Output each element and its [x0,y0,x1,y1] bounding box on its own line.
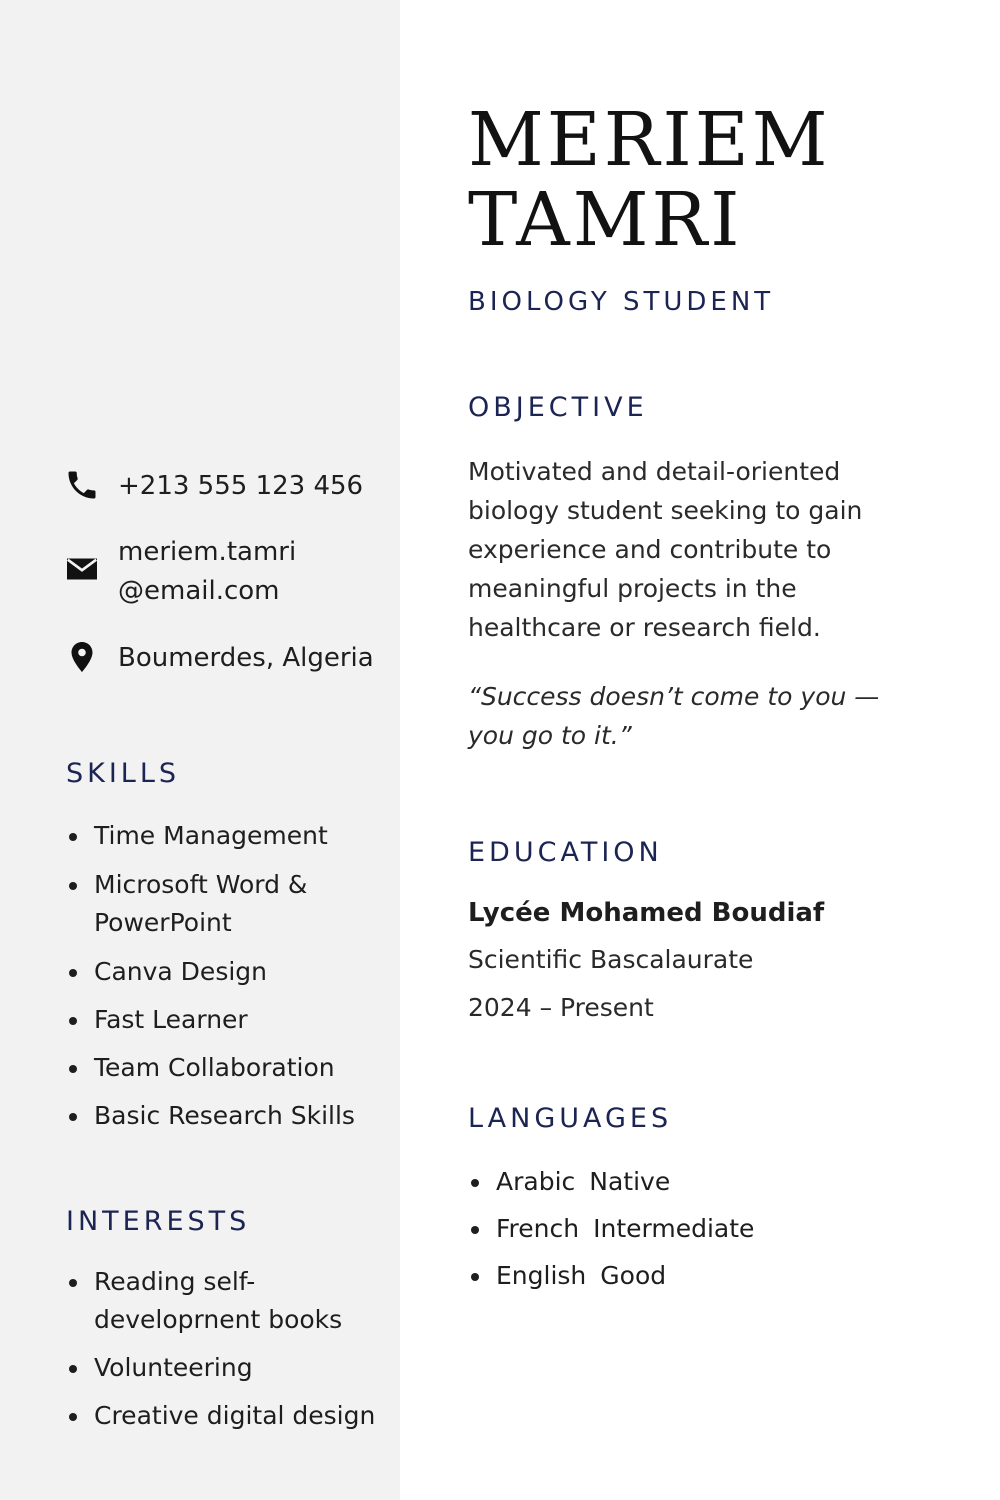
main-content [400,0,1000,1500]
last-name: TAMRI [468,177,743,263]
languages-list [468,1163,908,1295]
list-item: Creative digital design [66,1397,386,1435]
language-level: Good [600,1261,667,1290]
list-item: Volunteering [66,1349,386,1387]
language-level: Intermediate [593,1214,755,1243]
full-name [468,97,831,263]
list-item [468,1257,908,1295]
first-name: MERIEM [468,97,831,183]
list-item [468,1210,908,1248]
objective-heading: OBJECTIVE [468,392,648,423]
education-degree: Scientific Bascalaurate [468,945,754,974]
sidebar [0,0,400,1500]
list-item: Basic Research Skills [66,1097,376,1135]
location-text: Boumerdes, Algeria [118,643,374,673]
job-title: BIOLOGY STUDENT [468,287,775,317]
skills-heading: SKILLS [66,758,181,789]
contact-email [64,533,296,611]
phone-number: +213 555 123 456 [118,471,364,501]
objective-text: Motivated and detail-oriented biology student seeking to gain experience and contribute to meaningful projects in the healthcare or research field. [468,457,863,642]
language-name: Arabic [496,1167,576,1196]
language-name: English [496,1261,587,1290]
location-pin-icon [64,639,100,675]
phone-icon [64,467,100,503]
list-item [468,1163,908,1201]
interests-heading: INTERESTS [66,1206,251,1237]
email-line-1: meriem.tamri [118,537,297,567]
list-item: Reading self-developrnent books [66,1263,364,1339]
contact-phone [64,467,363,506]
skills-list [66,817,376,1135]
email-address [118,533,296,611]
education-heading: EDUCATION [468,837,663,868]
languages-heading: LANGUAGES [468,1103,673,1134]
list-item: Fast Learner [66,1001,376,1039]
email-line-2: @email.com [118,576,280,606]
list-item: Canva Design [66,953,376,991]
language-name: French [496,1214,580,1243]
objective-quote: “Success doesn’t come to you — you go to it.” [468,682,880,750]
contact-location [64,639,374,678]
list-item: Team Collaboration [66,1049,376,1087]
education-period: 2024 – Present [468,993,654,1022]
list-item: Microsoft Word & PowerPoint [66,866,376,942]
envelope-icon [64,551,100,587]
language-level: Native [589,1167,671,1196]
interests-list [66,1263,386,1435]
list-item: Time Management [66,817,376,855]
education-school: Lycée Mohamed Boudiaf [468,898,825,928]
